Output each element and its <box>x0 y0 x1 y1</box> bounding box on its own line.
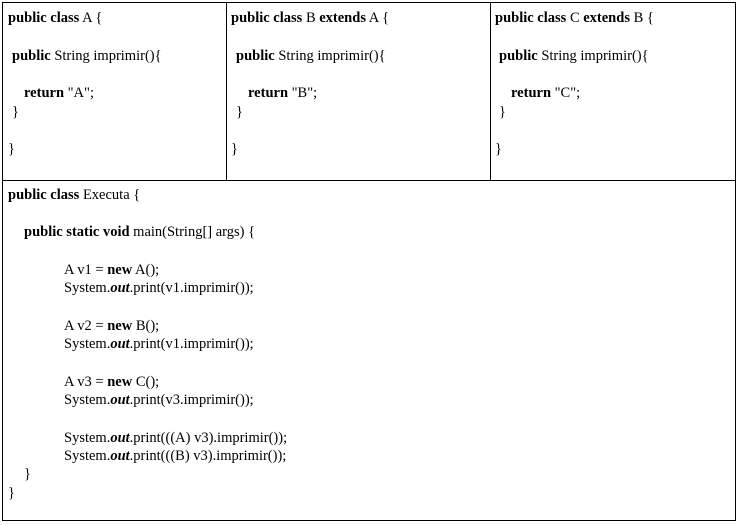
class-c-return: return "C"; <box>511 85 581 101</box>
class-b-return: return "B"; <box>248 85 318 101</box>
v1-print: System.out.print(v1.imprimir()); <box>64 280 254 296</box>
v3-print: System.out.print(v3.imprimir()); <box>64 392 254 408</box>
cast-b-print: System.out.print(((B) v3).imprimir()); <box>64 448 287 464</box>
class-c-header: public class C extends B { <box>495 10 654 26</box>
class-c-method-close: } <box>499 104 506 120</box>
class-c-method: public String imprimir(){ <box>499 48 649 64</box>
executa-header: public class Executa { <box>8 187 141 203</box>
v2-print: System.out.print(v1.imprimir()); <box>64 336 254 352</box>
executa-close: } <box>8 485 15 501</box>
class-b-method: public String imprimir(){ <box>236 48 386 64</box>
class-a-method-close: } <box>12 104 19 120</box>
v1-declaration: A v1 = new A(); <box>64 262 160 278</box>
main-close: } <box>24 466 31 482</box>
class-a-return: return "A"; <box>24 85 94 101</box>
class-a-cell <box>3 3 226 180</box>
v2-declaration: A v2 = new B(); <box>64 318 160 334</box>
class-a-close: } <box>8 141 15 157</box>
class-c-cell <box>491 3 735 180</box>
main-signature: public static void main(String[] args) { <box>24 224 256 240</box>
class-c-close: } <box>495 141 502 157</box>
code-table <box>2 2 736 521</box>
class-b-method-close: } <box>236 104 243 120</box>
executa-cell <box>3 181 735 520</box>
class-b-header: public class B extends A { <box>231 10 390 26</box>
class-b-close: } <box>231 141 238 157</box>
class-a-header: public class A { <box>8 10 103 26</box>
class-b-cell <box>227 3 490 180</box>
cast-a-print: System.out.print(((A) v3).imprimir()); <box>64 430 288 446</box>
class-a-method: public String imprimir(){ <box>12 48 162 64</box>
v3-declaration: A v3 = new C(); <box>64 374 160 390</box>
